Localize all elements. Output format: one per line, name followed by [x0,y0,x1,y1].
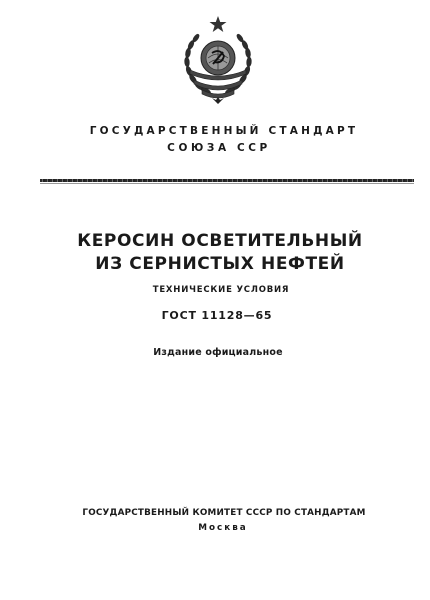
header-ussr: СОЮЗА ССР [167,142,271,154]
document-title-line2: ИЗ СЕРНИСТЫХ НЕФТЕЙ [95,254,345,274]
document-subtitle: ТЕХНИЧЕСКИЕ УСЛОВИЯ [152,285,290,295]
document-title-line1: КЕРОСИН ОСВЕТИТЕЛЬНЫЙ [77,231,363,251]
header-state-standard: ГОСУДАРСТВЕННЫЙ СТАНДАРТ [89,125,359,137]
divider-rule-thin [40,183,414,184]
publisher-city: Москва [198,523,248,533]
ussr-state-emblem-icon [178,14,258,106]
divider-rule [40,179,414,182]
standard-number: ГОСТ 11128—65 [161,309,273,322]
publisher-name: ГОСУДАРСТВЕННЫЙ КОМИТЕТ СССР ПО СТАНДАРТАМ [82,508,366,518]
edition-label: Издание официальное [153,347,283,358]
